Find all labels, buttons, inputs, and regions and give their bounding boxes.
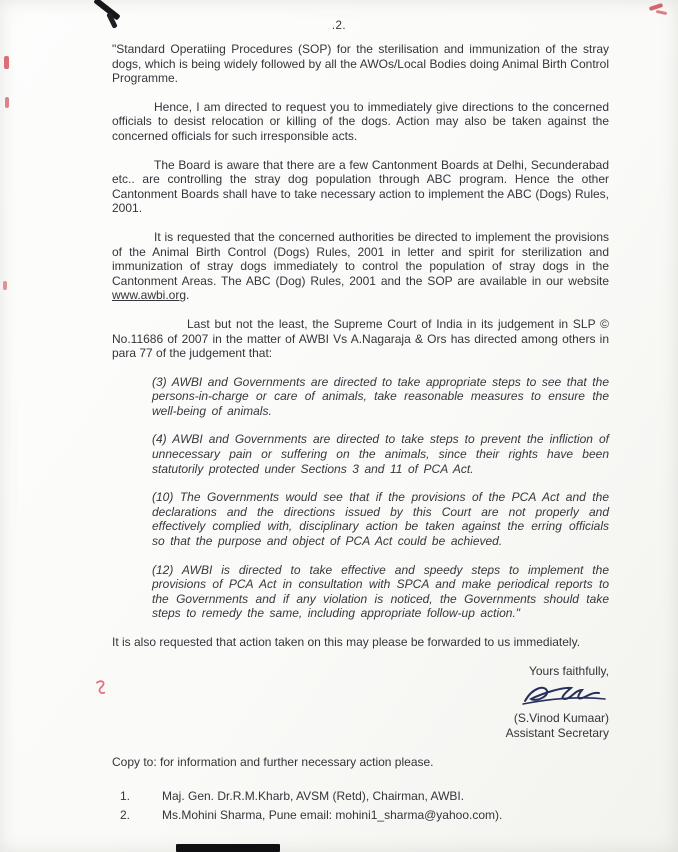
red-edge-mark-3 [3, 281, 7, 290]
item-text: Maj. Gen. Dr.R.M.Kharb, AVSM (Retd), Chairman, AWBI. [162, 789, 465, 804]
judgement-quote-para-10: (10) The Governments would see that if the provisions of the PCA Act and the declarations and the directions issued by this Court are not properly and effectively complied with, disciplinary action be taken against the erring officials so that the purpose and object of PCA Act could be achieved. [152, 490, 609, 549]
paragraph-directions-request: Hence, I am directed to request you to immediately give directions to the concerned officials to desist relocation or killing of the dogs. Action may also be taken against the concerned officials for such irresponsible acts. [112, 99, 609, 143]
signoff-block [449, 664, 609, 741]
paragraph-sop: "Standard Operatiing Procedures (SOP) for the sterilisation and immunization of the stray dogs, which is being widely followed by all the AWOs/Local Bodies doing Animal Birth Control Programme. [112, 42, 609, 86]
item-number: 2. [120, 807, 131, 822]
paragraph-abc-rules-text: It is requested that the concerned authorities be directed to implement the provisions of the Animal Birth Control (Dogs) Rules, 2001 in letter and spirit for sterilization and immunization of stray dogs immediately to control the population of stray dogs in the Cantonment Areas. The ABC (Dog) Rules, 2001 and the SOP are available in our website [112, 229, 609, 288]
red-edge-mark-2 [5, 97, 9, 108]
judgement-quote-para-12: (12) AWBI is directed to take effective and speedy steps to implement the provisions of PCA Act in consultation with SPCA and make periodical reports to the Governments and if any violation is noticed, the Governments should take steps to remedy the same, including appropriate follow-up action." [152, 562, 609, 621]
judgement-quote-para-3: (3) AWBI and Governments are directed to take appropriate steps to see that the persons-in-charge or care of animals, take reasonable measures to ensure the well-being of animals. [152, 374, 609, 418]
scan-bar-bottom [176, 844, 280, 852]
copy-to-label: Copy to: for information and further necessary action please. [112, 754, 434, 769]
pink-pen-paraph-mark [93, 678, 110, 703]
valediction: Yours faithfully, [528, 663, 609, 678]
paragraph-abc-rules-text-end: . [186, 288, 190, 303]
paragraph-cantonment-boards: The Board is aware that there are a few Cantonment Boards at Delhi, Secunderabad etc.. are controlling the stray dog population through ABC program. Hence the other Cantonment Boards shall have to take necessary action to implement the ABC (Dogs) Rules, 2001. [112, 157, 609, 216]
closing-note: It is also requested that action taken on this may please be forwarded to us immediately. [112, 635, 581, 649]
item-text: Ms.Mohini Sharma, Pune email: mohini1_sharma@yahoo.com). [162, 807, 503, 822]
website-link[interactable]: www.awbi.org [112, 288, 187, 303]
signatory-title: Assistant Secretary [505, 725, 609, 740]
paragraph-abc-rules-website [112, 230, 609, 303]
signatory-name: (S.Vinod Kumaar) [513, 710, 609, 725]
judgement-quote-para-4: (4) AWBI and Governments are directed to take steps to prevent the infliction of unnecessary pain or suffering on the animals, since their rights have been statutorily protected under Sections 3 and 11 of PCA Act. [152, 432, 609, 476]
letter-body [112, 42, 609, 826]
item-number: 1. [120, 789, 131, 804]
copy-to-item-2 [120, 808, 609, 824]
signature-ink-icon [519, 681, 609, 709]
signature-scribble [449, 681, 609, 711]
page-number: .2. [331, 20, 347, 32]
red-pen-mark-top-right-2 [656, 10, 667, 15]
red-edge-mark-1 [4, 56, 9, 69]
paragraph-supreme-court: Last but not the least, the Supreme Court of India in its judgement in SLP © No.11686 of 2007 in the matter of AWBI Vs A.Nagaraja & Ors has directed among others in para 77 of the judgement that: [112, 316, 609, 361]
copy-to-item-1 [120, 789, 609, 805]
